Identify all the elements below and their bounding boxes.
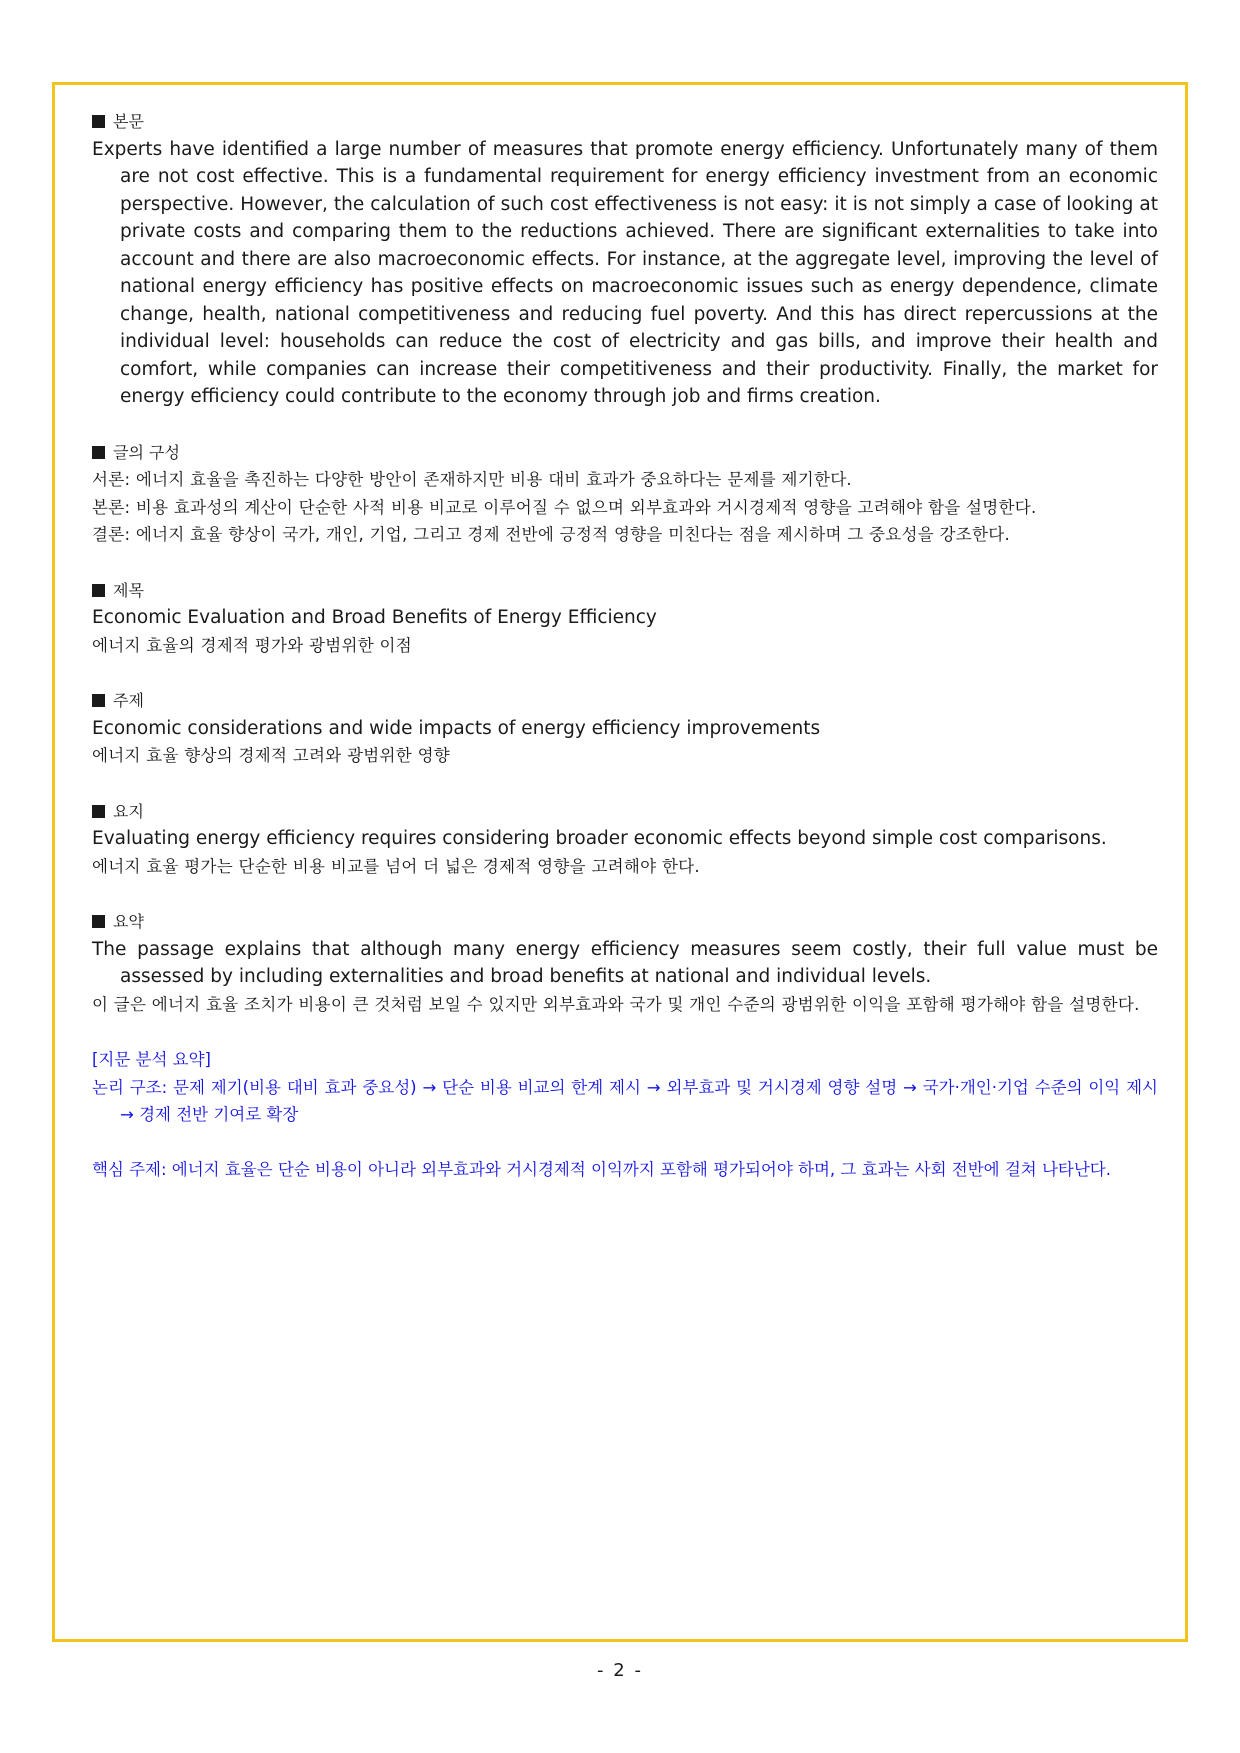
section-heading bbox=[92, 108, 1158, 136]
page-number: - 2 - bbox=[597, 1660, 643, 1681]
title-english: Economic Evaluation and Broad Benefits of Energy Efficiency bbox=[92, 607, 657, 628]
summary-korean: 이 글은 에너지 효율 조치가 비용이 큰 것처럼 보일 수 있지만 외부효과와 국가 및 개인 수준의 광범위한 이익을 포함해 평가해야 함을 설명한다. bbox=[92, 994, 1140, 1014]
analysis-core: 핵심 주제: 에너지 효율은 단순 비용이 아니라 외부효과와 거시경제적 이익까지 포함해 평가되어야 하며, 그 효과는 사회 전반에 걸쳐 나타난다. bbox=[92, 1159, 1111, 1179]
structure-conclusion: 결론: 에너지 효율 향상이 국가, 개인, 기업, 그리고 경제 전반에 긍정적 영향을 미친다는 점을 제시하며 그 중요성을 강조한다. bbox=[92, 525, 1011, 544]
topic-korean: 에너지 효율 향상의 경제적 고려와 광범위한 영향 bbox=[92, 746, 451, 765]
gist-english: Evaluating energy efficiency requires considering broader economic effects beyond simple cost comparisons. bbox=[92, 828, 1107, 849]
title-korean: 에너지 효율의 경제적 평가와 광범위한 이점 bbox=[92, 635, 413, 655]
section-heading bbox=[92, 577, 1158, 605]
gist-korean: 에너지 효율 평가는 단순한 비용 비교를 넘어 더 넓은 경제적 영향을 고려해야 한다. bbox=[92, 856, 700, 876]
analysis-logic: 논리 구조: 문제 제기(비용 대비 효과 중요성) → 단순 비용 비교의 한계 제시 → 외부효과 및 거시경제 영향 설명 → 국가·개인·기업 수준의 이익 제시 → 경제 전반 기여로 확장 bbox=[92, 1077, 1158, 1124]
section-title bbox=[92, 577, 1158, 660]
square-bullet-icon bbox=[92, 915, 105, 928]
analysis-summary bbox=[92, 1046, 1158, 1183]
section-heading-label: 주제 bbox=[113, 691, 144, 710]
section-heading-label: 본문 bbox=[113, 112, 144, 131]
section-summary bbox=[92, 908, 1158, 1018]
summary-english: The passage explains that although many energy efficiency measures seem costly, their full value must be assessed by including externalities and broad benefits at national and individual levels. bbox=[92, 938, 1158, 987]
square-bullet-icon bbox=[92, 584, 105, 597]
square-bullet-icon bbox=[92, 115, 105, 128]
section-heading-label: 요지 bbox=[113, 801, 144, 821]
passage-text: Experts have identified a large number of measures that promote energy efficiency. Unfortunately many of them are not cost effective. This is a fundamental requirement for energy efficiency investment from an economic perspective. However, the calculation of such cost effectiveness is not easy: it is not simply a case of looking at private costs and comparing them to the reductions achieved. There are significant externalities to take into account and there are also macroeconomic effects. For instance, at the aggregate level, improving the level of national energy efficiency has positive effects on macroeconomic issues such as energy dependence, climate change, health, national competitiveness and reducing fuel poverty. And this has direct repercussions at the individual level: households can reduce the cost of electricity and gas bills, and improve their health and comfort, while companies can increase their competitiveness and their productivity. Finally, the market for energy efficiency could contribute to the economy through job and firms creation. bbox=[92, 138, 1158, 407]
structure-intro: 서론: 에너지 효율을 촉진하는 다양한 방안이 존재하지만 비용 대비 효과가 중요하다는 문제를 제기한다. bbox=[92, 470, 852, 489]
section-structure bbox=[92, 439, 1158, 549]
section-topic bbox=[92, 687, 1158, 770]
section-gist bbox=[92, 798, 1158, 881]
document-content bbox=[92, 108, 1158, 1183]
topic-english: Economic considerations and wide impacts of energy efficiency improvements bbox=[92, 717, 821, 739]
section-heading bbox=[92, 798, 1158, 826]
spacer bbox=[92, 1129, 1158, 1156]
square-bullet-icon bbox=[92, 694, 105, 707]
square-bullet-icon bbox=[92, 446, 105, 459]
section-body bbox=[92, 108, 1158, 411]
section-heading bbox=[92, 439, 1158, 467]
section-heading bbox=[92, 687, 1158, 715]
square-bullet-icon bbox=[92, 805, 105, 818]
section-heading-label: 제목 bbox=[113, 580, 144, 600]
section-heading-label: 글의 구성 bbox=[113, 442, 180, 462]
analysis-title: [지문 분석 요약] bbox=[92, 1050, 211, 1069]
structure-main: 본론: 비용 효과성의 계산이 단순한 사적 비용 비교로 이루어질 수 없으며 외부효과와 거시경제적 영향을 고려해야 함을 설명한다. bbox=[92, 497, 1037, 517]
section-heading-label: 요약 bbox=[113, 912, 144, 931]
section-heading bbox=[92, 908, 1158, 936]
